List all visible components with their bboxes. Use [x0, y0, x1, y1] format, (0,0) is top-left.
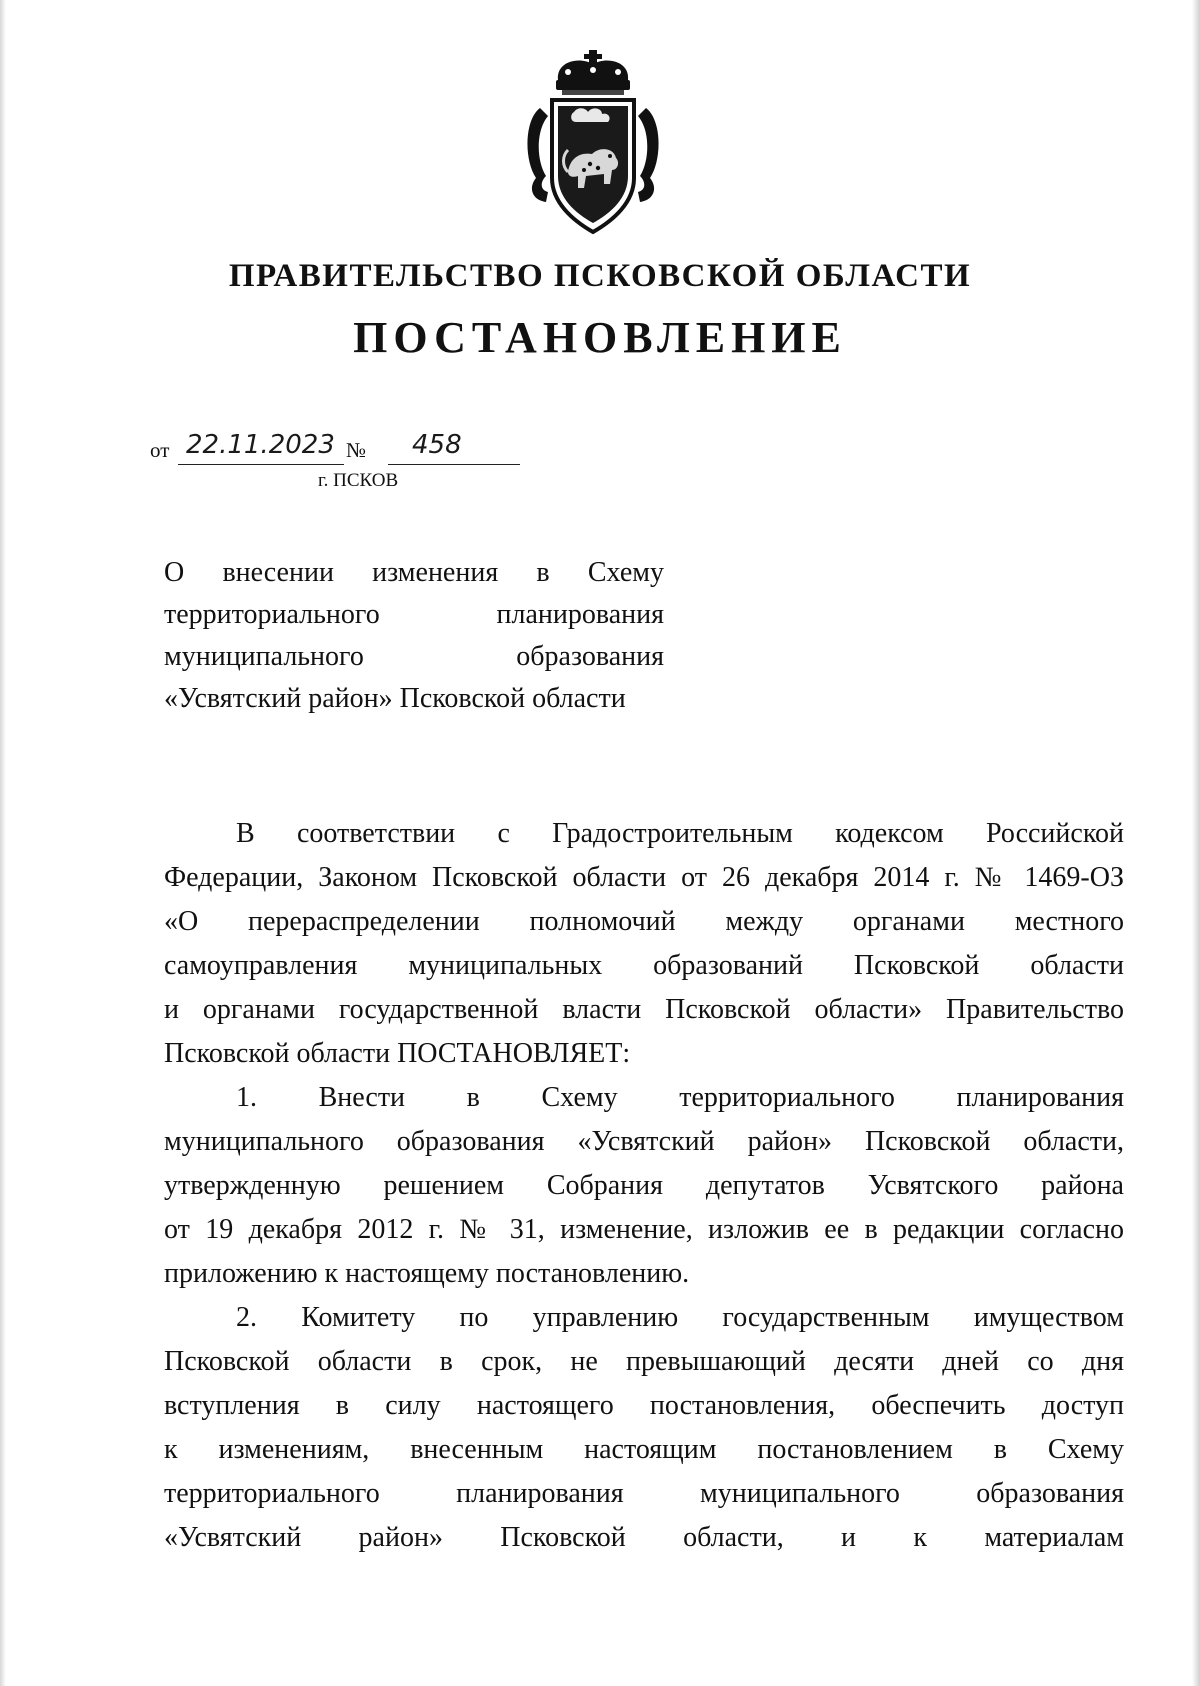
- preamble-paragraph: [164, 812, 1124, 1076]
- body-line: Федерации, Законом Псковской области от 26 декабря 2014 г. № 1469-ОЗ: [164, 862, 1124, 893]
- body-line: вступления в силу настоящего постановления, обеспечить доступ: [164, 1390, 1124, 1421]
- handwritten-number: 458: [412, 430, 462, 460]
- scan-edge-right: [1192, 0, 1200, 1686]
- body-line: приложению к настоящему постановлению.: [164, 1258, 690, 1289]
- body-line: и органами государственной власти Псковской области» Правительство: [164, 994, 1124, 1025]
- date-prefix: от: [150, 438, 170, 462]
- number-underline: [388, 464, 520, 465]
- body-line: 2. Комитету по управлению государственным имуществом: [236, 1302, 1124, 1333]
- crown-icon: [556, 50, 630, 95]
- body-line: В соответствии с Градостроительным кодексом Российской: [236, 818, 1124, 849]
- government-title: ПРАВИТЕЛЬСТВО ПСКОВСКОЙ ОБЛАСТИ: [228, 258, 972, 294]
- document-type-title: ПОСТАНОВЛЕНИЕ: [353, 313, 847, 362]
- number-prefix: №: [346, 438, 367, 462]
- body-line: территориального планирования муниципального образования: [164, 1478, 1124, 1509]
- body-line: 1. Внести в Схему территориального планирования: [236, 1082, 1124, 1113]
- coat-of-arms-emblem: [518, 50, 668, 236]
- scan-edge-left: [0, 0, 6, 1686]
- item-2-paragraph: [164, 1296, 1124, 1560]
- date-underline: [178, 464, 344, 465]
- body-line: муниципального образования «Усвятский район» Псковской области,: [164, 1126, 1124, 1157]
- body-line: Псковской области ПОСТАНОВЛЯЕТ:: [164, 1038, 631, 1069]
- handwritten-date: 22.11.2023: [186, 430, 335, 460]
- body-line: «Усвятский район» Псковской области, и к материалам: [164, 1522, 1124, 1553]
- body-line: «О перераспределении полномочий между органами местного: [164, 906, 1124, 937]
- body-line: самоуправления муниципальных образований Псковской области: [164, 950, 1124, 981]
- city-label: г. ПСКОВ: [318, 470, 399, 491]
- item-1-paragraph: [164, 1076, 1124, 1296]
- subject-line: «Усвятский район» Псковской области: [164, 683, 626, 714]
- subject-line: О внесении изменения в Схему: [164, 557, 664, 588]
- document-subject: [164, 552, 664, 720]
- body-line: утвержденную решением Собрания депутатов Усвятского района: [164, 1170, 1124, 1201]
- subject-line: муниципального образования: [164, 641, 664, 672]
- body-line: к изменениям, внесенным настоящим постановлением в Схему: [164, 1434, 1124, 1465]
- subject-line: территориального планирования: [164, 599, 664, 630]
- body-line: от 19 декабря 2012 г. № 31, изменение, изложив ее в редакции согласно: [164, 1214, 1124, 1245]
- document-body: [164, 812, 1124, 1560]
- body-line: Псковской области в срок, не превышающий десяти дней со дня: [164, 1346, 1124, 1377]
